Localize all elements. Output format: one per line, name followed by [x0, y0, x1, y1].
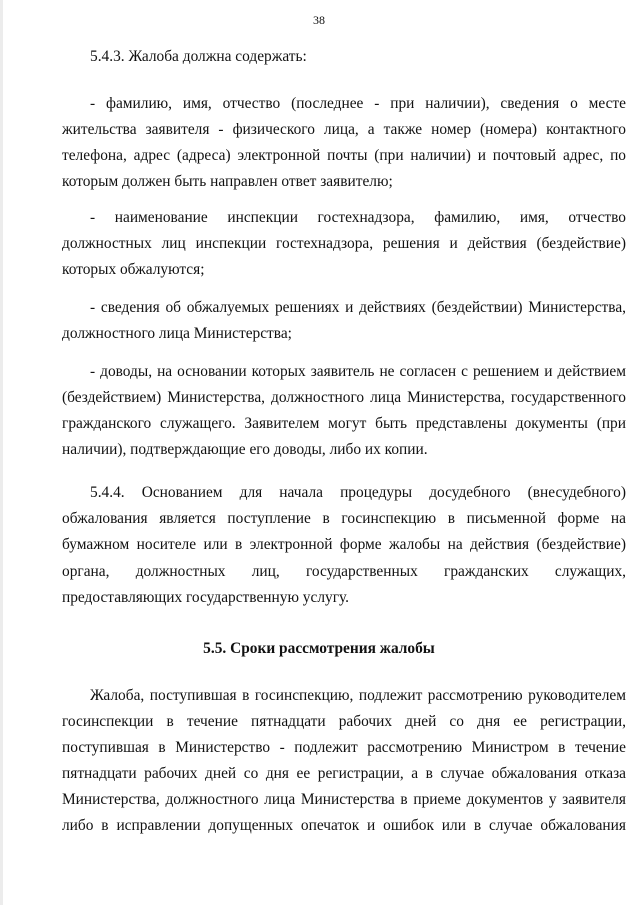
text-line: - доводы, на основании которых заявитель не согласен с решением и действием: [90, 363, 626, 380]
text-line: телефона, адрес (адреса) электронной почты (при наличии) и почтовый адрес, по: [62, 147, 626, 164]
page-number: 38: [313, 13, 325, 27]
text-line: - наименование инспекции гостехнадзора, фамилию, имя, отчество: [90, 209, 626, 226]
text-line: органа, должностных лиц, государственных гражданских служащих,: [62, 563, 626, 580]
text-line: (бездействием) Министерства, должностного лица Министерства, государственного: [62, 389, 626, 406]
text-line: предоставляющих государственную услугу.: [62, 589, 350, 606]
text-line: наличии), подтверждающие его доводы, либо их копии.: [62, 441, 428, 458]
text-line: обжалования является поступление в госинспекцию в письменной форме на: [62, 510, 626, 527]
text-line: 5.4.4. Основанием для начала процедуры досудебного (внесудебного): [90, 484, 626, 501]
text-line: должностного лица Министерства;: [62, 325, 292, 342]
text-line: которым должен быть направлен ответ заявителю;: [62, 173, 393, 190]
section-heading: 5.5. Сроки рассмотрения жалобы: [203, 640, 435, 657]
text-line: которых обжалуются;: [62, 261, 205, 278]
text-line: Жалоба, поступившая в госинспекцию, подлежит рассмотрению руководителем: [90, 687, 626, 704]
text-line: либо в исправлении допущенных опечаток и ошибок или в случае обжалования: [62, 817, 626, 834]
text-line: жительства заявителя - физического лица, а также номер (номера) контактного: [62, 121, 626, 138]
text-line: поступившая в Министерство - подлежит рассмотрению Министром в течение: [62, 739, 626, 756]
text-line: пятнадцати рабочих дней со дня ее регистрации, а в случае обжалования отказа: [62, 765, 626, 782]
scan-edge: [0, 0, 3, 905]
text-line: гражданского служащего. Заявителем могут быть представлены документы (при: [62, 415, 626, 432]
text-line: 5.4.3. Жалоба должна содержать:: [90, 48, 307, 65]
text-line: госинспекции в течение пятнадцати рабочих дней со дня ее регистрации,: [62, 713, 626, 730]
text-line: - сведения об обжалуемых решениях и действиях (бездействии) Министерства,: [90, 299, 626, 316]
text-line: - фамилию, имя, отчество (последнее - при наличии), сведения о месте: [90, 95, 626, 112]
text-line: бумажном носителе или в электронной форме жалобы на действия (бездействие): [62, 536, 626, 553]
text-line: должностных лиц инспекции гостехнадзора, решения и действия (бездействие): [62, 235, 626, 252]
text-line: Министерства, должностного лица Министерства в приеме документов у заявителя: [62, 791, 626, 808]
